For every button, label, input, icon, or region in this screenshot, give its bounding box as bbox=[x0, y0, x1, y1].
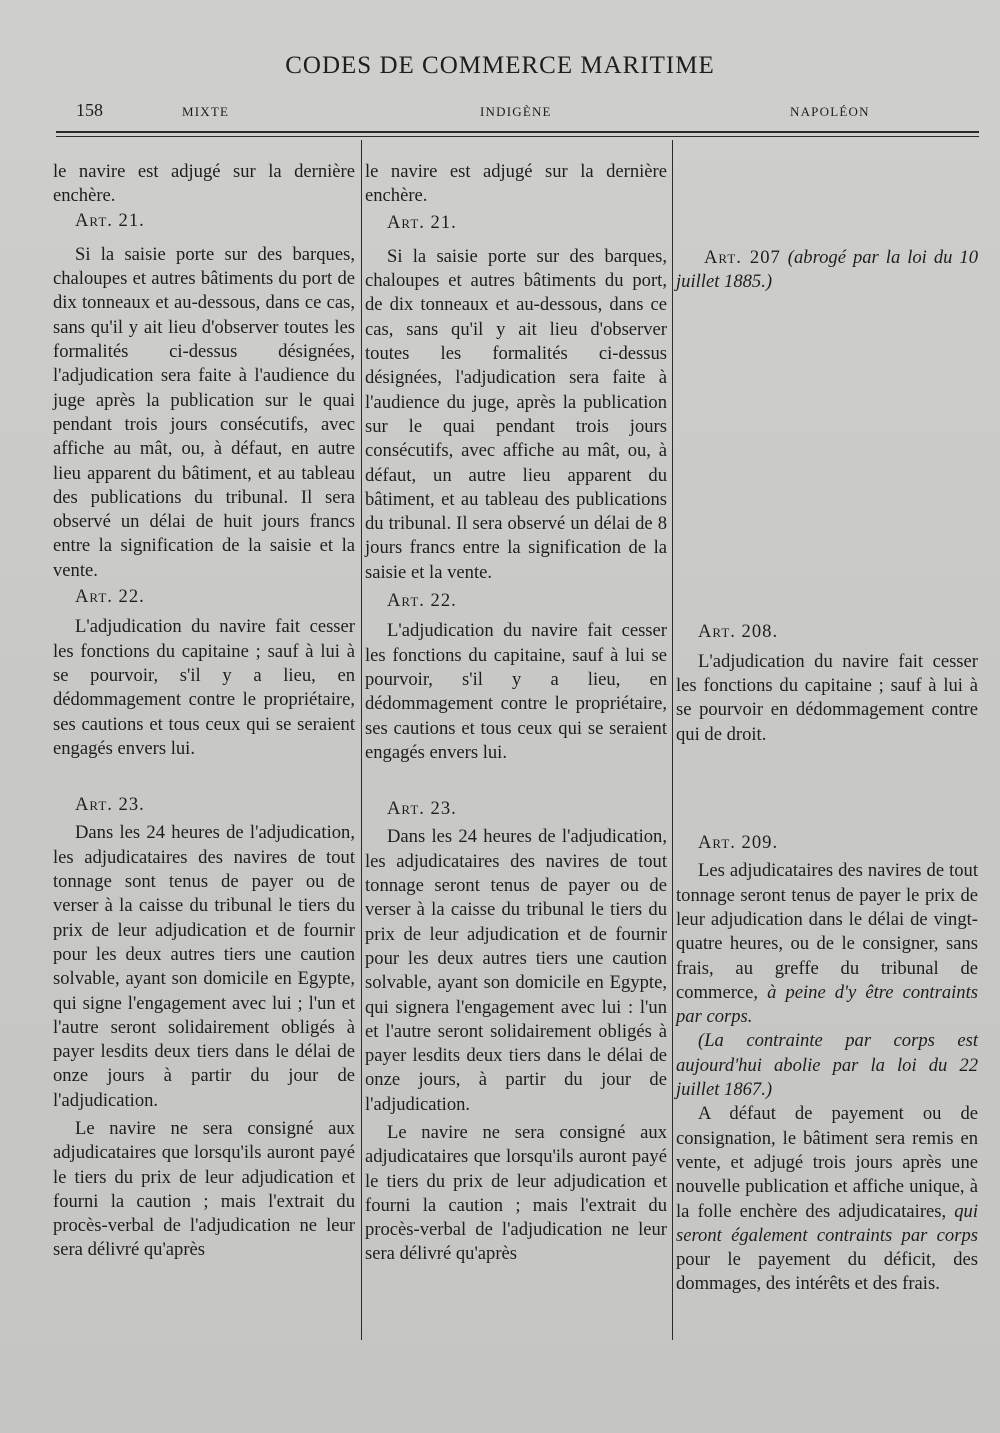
mixte-art21-text: Si la saisie porte sur des barques, chaloupes et autres bâtiments du port de dix tonneaux et au-dessous, dans ce cas, sans qu'il y ait lieu d'observer toutes les formalités ci-dessus désignées, l'adjudication sera faite à l'audience du juge après la publication sur le quai pendant trois jours consécutifs, avec affiche au mât, ou, à défaut, en autre lieu apparent du bâtiment, et au tableau des publications du tribunal. Il sera observé un délai de huit jours francs entre la signification de la saisie et la vente. bbox=[53, 243, 355, 581]
column-indigene bbox=[365, 160, 667, 1267]
indigene-art23-text2: Le navire ne sera consigné aux adjudicataires que lorsqu'ils auront payé le tiers du prix de leur adjudication et fourni la caution ; mais l'extrait du procès-verbal de l'adjudication ne leur sera délivré qu'après bbox=[365, 1121, 667, 1265]
indigene-art21-text: Si la saisie porte sur des barques, chaloupes et autres bâtiments du port, de dix tonneaux et au-dessous, dans ce cas, sans qu'il y ait lieu d'observer toutes les formalités ci-dessus désignées, l'adjudication sera faite à l'audience du juge, après la publication sur le quai pendant trois jours consécutifs, avec affiche au mât, ou, à défaut, un autre lieu apparent du bâtiment, et au tableau des publications du tribunal. Il sera observé un délai de 8 jours francs entre la signification de la saisie et la vente. bbox=[365, 245, 667, 583]
page-title: CODES DE COMMERCE MARITIME bbox=[285, 52, 715, 79]
column-napoleon bbox=[676, 246, 978, 1297]
napoleon-art209-text1-b: à peine d'y être contraints par corps. bbox=[676, 981, 978, 1028]
indigene-art23-text1: Dans les 24 heures de l'adjudication, les adjudicataires des navires de tout tonnage seront tenus de payer ou de verser à la caisse du tribunal le tiers du prix de leur adjudication et de fournir pour les deux autres tiers une caution solvable, ayant son domicile en Egypte, qui signera l'engagement avec lui : l'un et l'autre seront solidairement obligés à payer lesdits deux tiers dans le délai de onze jours, à partir du jour de l'adjudication. bbox=[365, 826, 667, 1115]
napoleon-art208-text: L'adjudication du navire fait cesser les fonctions du capitaine ; sauf à lui à se pourvoir en dédommagement contre qui de droit. bbox=[676, 650, 978, 745]
header-rule-bottom bbox=[56, 136, 979, 137]
napoleon-art207-note: (abrogé par la loi du 10 juillet 1885.) bbox=[676, 247, 979, 293]
mixte-art22-text: L'adjudication du navire fait cesser les fonctions du capitaine ; sauf à lui à se pourvoir, s'il y a lieu, en dédommagement contre le propriétaire, ses cautions et tous ceux qui se seraient engagés envers lui. bbox=[53, 616, 355, 759]
mixte-art23-text1: Dans les 24 heures de l'adjudication, les adjudicataires des navires de tout tonnage sont tenus de payer ou de verser à la caisse du tribunal le tiers du prix de leur adjudication et de fournir pour les deux autres tiers une caution solvable, ayant son domicile en Egypte, qui signe l'engagement avec lui ; l'un et l'autre seront solidairement obligés à payer lesdits deux tiers dans le délai de onze jours à partir du jour de l'adjudication. bbox=[53, 822, 355, 1111]
napoleon-art209-text2-c: pour le payement du déficit, des dommages, des intérêts et des frais. bbox=[676, 1249, 978, 1295]
napoleon-art209-text1-a: Les adjudicataires des navires de tout tonnage seront tenus de payer le prix de leur adjudication dans le délai de vingt-quatre heures, ou de le consigner, sans frais, au greffe du tribunal de commerce, bbox=[676, 860, 978, 1003]
napoleon-art209-heading: Art. 209. bbox=[698, 832, 779, 854]
napoleon-art209-text2 bbox=[676, 1102, 978, 1296]
napoleon-art209-text2-b: qui seront également contraints par corps bbox=[676, 1200, 978, 1246]
indigene-art22-heading: Art. 22. bbox=[387, 590, 457, 612]
napoleon-art209-note: (La contrainte par corps est aujourd'hui abolie par la loi du 22 juillet 1867.) bbox=[676, 1030, 978, 1101]
napoleon-art207-heading: Art. 207 bbox=[704, 247, 781, 268]
mixte-art22-heading: Art. 22. bbox=[75, 586, 145, 608]
mixte-art21-heading: Art. 21. bbox=[75, 209, 145, 231]
column-divider-1 bbox=[361, 140, 362, 1340]
column-header-indigene: INDIGÈNE bbox=[480, 104, 552, 119]
header-rule-top bbox=[56, 131, 979, 133]
mixte-intro: le navire est adjugé sur la dernière enchère. bbox=[53, 161, 355, 207]
column-header-napoleon: NAPOLÉON bbox=[790, 104, 870, 119]
mixte-art23-text2: Le navire ne sera consigné aux adjudicataires que lorsqu'ils auront payé le tiers du prix de leur adjudication et fourni la caution ; mais l'extrait du procès-verbal de l'adjudication ne leur sera délivré qu'après bbox=[53, 1117, 355, 1261]
napoleon-art209-text1 bbox=[676, 859, 978, 1029]
indigene-art23-heading: Art. 23. bbox=[387, 798, 457, 820]
indigene-art21-heading: Art. 21. bbox=[387, 211, 457, 233]
column-mixte bbox=[53, 160, 355, 1263]
napoleon-art209-text2-a: A défaut de payement ou de consignation, le bâtiment sera remis en vente, et adjugé trois jours après une nouvelle publication et affiche unique, à la folle enchère des adjudicataires, bbox=[676, 1103, 978, 1222]
page-number: 158 bbox=[76, 100, 103, 120]
napoleon-art207 bbox=[676, 246, 978, 295]
indigene-intro: le navire est adjugé sur la dernière enchère. bbox=[365, 161, 667, 207]
indigene-art22-text: L'adjudication du navire fait cesser les fonctions du capitaine, sauf à lui se pourvoir, s'il y a lieu, en dédommagement contre le propriétaire, ses cautions et tous ceux qui se seraient engagés envers lui. bbox=[365, 620, 667, 763]
mixte-art23-heading: Art. 23. bbox=[75, 794, 145, 816]
napoleon-art208-heading: Art. 208. bbox=[698, 620, 779, 642]
column-header-mixte: MIXTE bbox=[182, 104, 230, 119]
column-divider-2 bbox=[672, 140, 673, 1340]
